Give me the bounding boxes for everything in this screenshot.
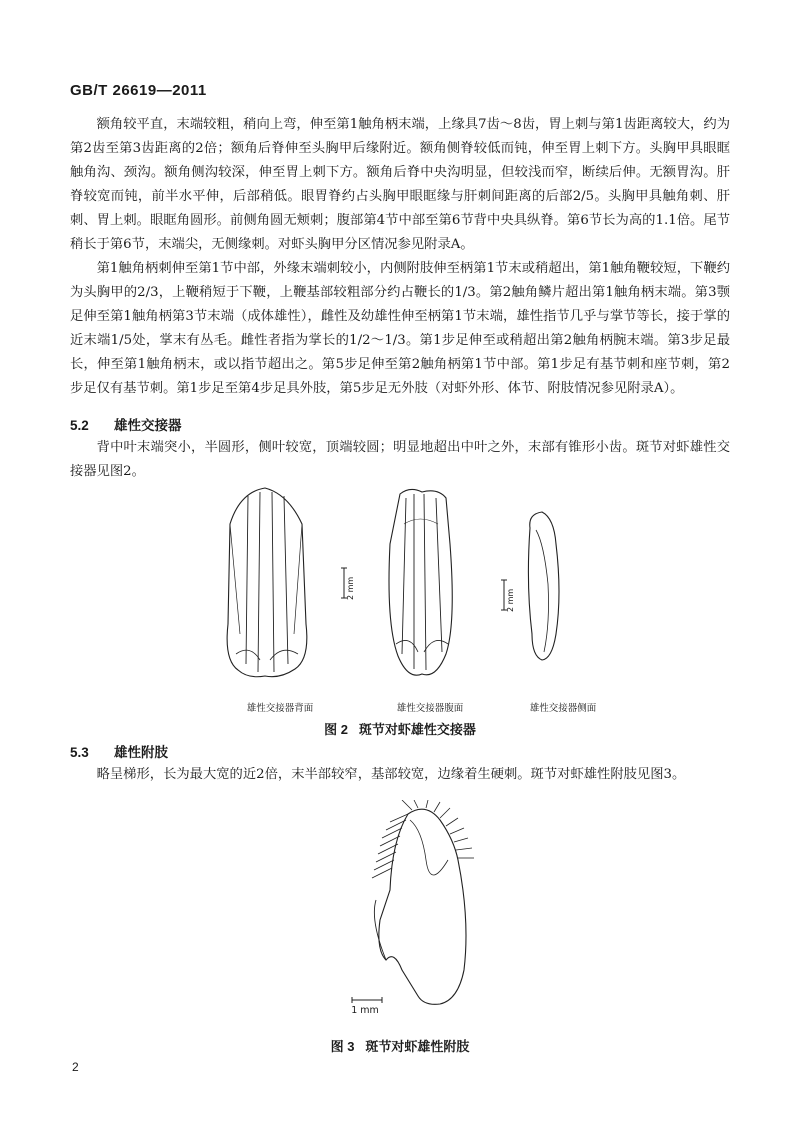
- scale-label-1: 2 mm: [346, 576, 355, 600]
- figure-2-label-ventral: 雄性交接器腹面: [396, 703, 464, 714]
- scale-label-2: 2 mm: [506, 588, 515, 612]
- paragraph-4: [70, 763, 730, 787]
- section-heading-5-3: [70, 741, 168, 761]
- page-number: 2: [72, 1060, 79, 1074]
- section-title: 雄性附肢: [114, 745, 168, 760]
- scale-bar-3: [352, 997, 382, 1003]
- paragraph-1: [70, 113, 730, 257]
- paragraph-2: [70, 257, 730, 401]
- petasma-lateral-drawing: [528, 512, 559, 660]
- scale-label-3: 1 mm: [351, 1005, 379, 1016]
- figure-2-label-dorsal: 雄性交接器背面: [246, 703, 314, 714]
- section-number: 5.3: [70, 745, 89, 760]
- paragraph-3: [70, 436, 730, 484]
- petasma-dorsal-drawing: [227, 488, 307, 677]
- section-number: 5.2: [70, 418, 89, 433]
- standard-number: GB/T 26619—2011: [70, 82, 207, 99]
- figure-2-label-lateral: 雄性交接器侧面: [529, 703, 597, 714]
- section-title: 雄性交接器: [114, 418, 182, 433]
- figure-2-illustration: [210, 484, 590, 714]
- paragraph-text: 第1触角柄刺伸至第1节中部，外缘末端刺较小，内侧附肢伸至柄第1节末或稍超出，第1触角鞭较短，下鞭约为头胸甲的2/3，上鞭稍短于下鞭，上鞭基部较粗部分约占鞭长的1/3。第2触角鳞片超出第1触角柄末端。第3颚足伸至第1触角柄第3节末端（成体雄性），雌性及幼雄性伸至柄第1节末端，雄性指节几乎与掌节等长，接于掌的近末端1/5处，掌末有丛毛。雌性者指为掌长的1/2～1/3。第1步足伸至或稍超出第2触角柄腕末端。第3步足最长，伸至第1触角柄末，或以指节超出之。第5步足伸至第2触角柄第1节中部。第1步足有基节刺和座节刺，第2步足仅有基节刺。第1步足至第4步足具外肢，第5步足无外肢（对虾外形、体节、附肢情况参见附录A）。: [70, 261, 730, 396]
- paragraph-text: 略呈梯形，长为最大宽的近2倍，末半部较窄，基部较宽，边缘着生硬刺。斑节对虾雄性附肢见图3。: [96, 767, 686, 782]
- section-heading-5-2: [70, 414, 182, 434]
- appendix-drawing: [374, 809, 466, 1004]
- paragraph-text: 背中叶末端突小，半圆形，侧叶较宽，顶端较圆；明显地超出中叶之外，末部有锥形小齿。斑节对虾雄性交接器见图2。: [70, 440, 730, 479]
- figure-3-caption: 图 3 斑节对虾雄性附肢: [330, 1039, 470, 1054]
- petasma-ventral-drawing: [389, 489, 452, 675]
- figure-2-caption: 图 2 斑节对虾雄性交接器: [324, 722, 476, 737]
- paragraph-text: 额角较平直，末端较粗，稍向上弯，伸至第1触角柄末端，上缘具7齿～8齿，胃上刺与第1齿距离较大，约为第2齿至第3齿距离的2倍；额角后脊伸至头胸甲后缘附近。额角侧脊较低而钝，伸至胃上刺下方。头胸甲具眼眶触角沟、颈沟。额角侧沟较深，伸至胃上刺下方。额角后脊中央沟明显，但较浅而窄，断续后伸。无额胃沟。肝脊较宽而钝，前半水平伸，后部稍低。眼胃脊约占头胸甲眼眶缘与肝刺间距离的后部2/5。头胸甲具触角刺、肝刺、胃上刺。眼眶角圆形。前侧角圆无颊刺；腹部第4节中部至第6节背中央具纵脊。第6节长为高的1.1倍。尾节稍长于第6节，末端尖，无侧缘刺。对虾头胸甲分区情况参见附录A。: [70, 117, 730, 252]
- figure-3-illustration: [330, 800, 490, 1020]
